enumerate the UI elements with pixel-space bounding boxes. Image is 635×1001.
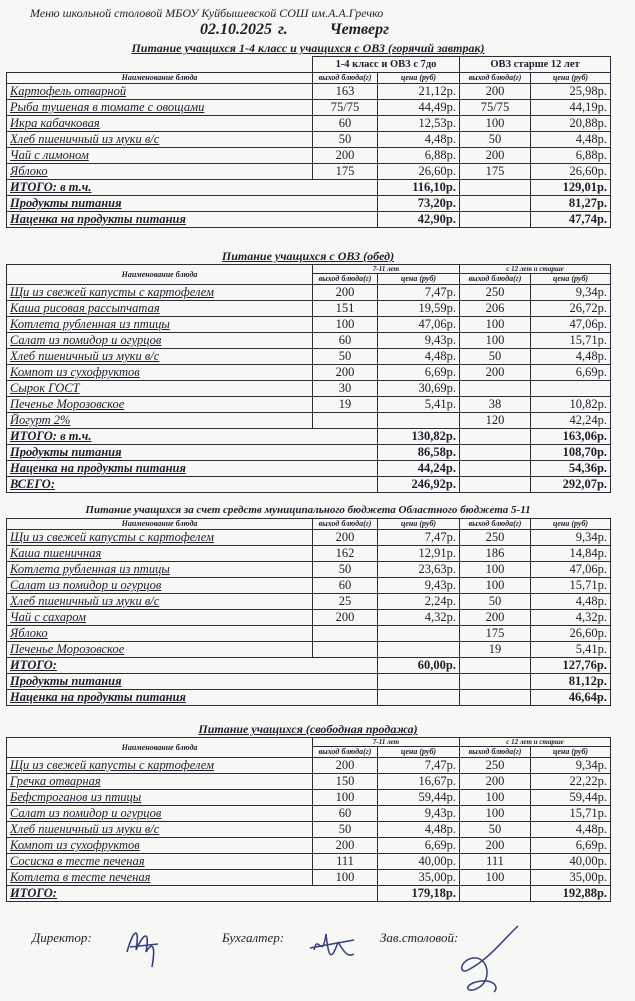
dish-name: Хлеб пшеничный из муки в/с <box>7 594 313 610</box>
dish-yield: 175 <box>460 164 531 180</box>
col-yield-header: выход блюда(г) <box>460 274 531 285</box>
total-row <box>7 445 611 461</box>
dish-row <box>7 132 611 148</box>
dish-yield: 100 <box>460 116 531 132</box>
total-value: 130,82р. <box>378 429 460 445</box>
group-a-label: 7-11 лет <box>313 265 460 274</box>
col-yield-header: выход блюда(г) <box>313 274 378 285</box>
section-budget <box>6 503 610 706</box>
dish-price: 4,32р. <box>531 610 611 626</box>
dish-price: 7,47р. <box>378 285 460 301</box>
dish-price <box>378 413 460 429</box>
empty-cell <box>460 690 531 706</box>
dish-yield: 50 <box>460 822 531 838</box>
group-b-label: ОВЗ старше 12 лет <box>460 57 611 73</box>
dish-yield: 200 <box>313 838 378 854</box>
dish-price: 4,48р. <box>378 132 460 148</box>
dish-yield: 60 <box>313 578 378 594</box>
dish-yield: 50 <box>313 822 378 838</box>
dish-yield: 111 <box>313 854 378 870</box>
dish-name: Яблоко <box>7 626 313 642</box>
dish-yield: 186 <box>460 546 531 562</box>
total-row <box>7 429 611 445</box>
dish-price: 12,91р. <box>378 546 460 562</box>
dish-row <box>7 642 611 658</box>
total-label: Продукты питания <box>7 445 378 461</box>
total-label: Наценка на продукты питания <box>7 461 378 477</box>
dish-price: 42,24р. <box>531 413 611 429</box>
dish-price: 44,49р. <box>378 100 460 116</box>
dish-yield: 19 <box>313 397 378 413</box>
dish-name: Щи из свежей капусты с картофелем <box>7 758 313 774</box>
dish-name: Хлеб пшеничный из муки в/с <box>7 822 313 838</box>
dish-yield: 75/75 <box>460 100 531 116</box>
menu-table <box>6 737 611 902</box>
dish-name: Яблоко <box>7 164 313 180</box>
section-free-sale <box>6 722 610 902</box>
dish-row <box>7 758 611 774</box>
group-a-label: 7-11 лет <box>313 738 460 747</box>
group-a-label: 1-4 класс и ОВЗ с 7до <box>313 57 460 73</box>
dish-yield: 200 <box>460 365 531 381</box>
dish-yield: 200 <box>313 530 378 546</box>
dish-yield: 60 <box>313 333 378 349</box>
dish-price: 5,41р. <box>531 642 611 658</box>
dish-row <box>7 854 611 870</box>
dish-price: 4,48р. <box>531 132 611 148</box>
total-label: ИТОГО: в т.ч. <box>7 180 378 196</box>
dish-row <box>7 774 611 790</box>
menu-date: 02.10.2025 г. <box>200 21 288 38</box>
dish-name: Каша пшеничная <box>7 546 313 562</box>
dish-yield: 100 <box>460 790 531 806</box>
dish-name: Хлеб пшеничный из муки в/с <box>7 349 313 365</box>
dish-yield: 50 <box>460 349 531 365</box>
dish-price: 35,00р. <box>378 870 460 886</box>
dish-price: 6,69р. <box>378 838 460 854</box>
section-title: Питание учащихся (свободная продажа) <box>198 722 418 736</box>
dish-price: 47,06р. <box>378 317 460 333</box>
section-title: Питание учащихся с ОВЗ (обед) <box>221 249 395 263</box>
total-value: 44,24р. <box>378 461 460 477</box>
dish-yield: 200 <box>313 285 378 301</box>
dish-row <box>7 100 611 116</box>
col-name-header: Наименование блюда <box>7 73 313 84</box>
accountant-signature-icon <box>308 922 358 972</box>
col-price-header: цена (руб) <box>531 747 611 758</box>
dish-row <box>7 822 611 838</box>
dish-row <box>7 870 611 886</box>
dish-price: 14,84р. <box>531 546 611 562</box>
dish-name: Котлета в тесте печеная <box>7 870 313 886</box>
dish-price: 59,44р. <box>378 790 460 806</box>
dish-yield: 175 <box>313 164 378 180</box>
dish-yield: 30 <box>313 381 378 397</box>
dish-yield: 151 <box>313 301 378 317</box>
menu-weekday: Четверг <box>329 21 389 38</box>
dish-row <box>7 790 611 806</box>
dish-price: 10,82р. <box>531 397 611 413</box>
dish-price: 26,60р. <box>531 164 611 180</box>
dish-yield: 200 <box>313 610 378 626</box>
total-label: Наценка на продукты питания <box>7 212 378 228</box>
group-b-label: с 12 лет и старше <box>460 265 611 274</box>
empty-cell <box>460 477 531 493</box>
dish-row <box>7 349 611 365</box>
total-value: 192,88р. <box>531 886 611 902</box>
dish-yield: 150 <box>313 774 378 790</box>
column-header-row <box>7 73 611 84</box>
dish-price <box>378 626 460 642</box>
total-value: 54,36р. <box>531 461 611 477</box>
dish-row <box>7 594 611 610</box>
col-yield-header: выход блюда(г) <box>460 519 531 530</box>
dish-name: Картофель отварной <box>7 84 313 100</box>
dish-price: 15,71р. <box>531 806 611 822</box>
dish-price: 6,88р. <box>531 148 611 164</box>
empty-cell <box>460 445 531 461</box>
dish-yield: 100 <box>313 870 378 886</box>
dish-name: Бефстроганов из птицы <box>7 790 313 806</box>
dish-yield: 38 <box>460 397 531 413</box>
total-value: 42,90р. <box>378 212 460 228</box>
dish-price: 16,67р. <box>378 774 460 790</box>
dish-yield: 250 <box>460 530 531 546</box>
dish-price: 4,48р. <box>531 822 611 838</box>
dish-price: 6,88р. <box>378 148 460 164</box>
col-yield-header: выход блюда(г) <box>313 747 378 758</box>
dish-name: Икра кабачковая <box>7 116 313 132</box>
dish-price: 7,47р. <box>378 758 460 774</box>
col-price-header: цена (руб) <box>531 73 611 84</box>
total-value: 81,27р. <box>531 196 611 212</box>
dish-row <box>7 578 611 594</box>
menu-table <box>6 518 611 706</box>
canteen-head-signature-icon <box>448 920 528 998</box>
total-row <box>7 180 611 196</box>
dish-row <box>7 610 611 626</box>
dish-price: 9,34р. <box>531 758 611 774</box>
dish-yield: 100 <box>313 790 378 806</box>
total-label: ИТОГО: в т.ч. <box>7 429 378 445</box>
dish-price: 20,88р. <box>531 116 611 132</box>
dish-price: 35,00р. <box>531 870 611 886</box>
dish-yield: 60 <box>313 116 378 132</box>
dish-yield: 206 <box>460 301 531 317</box>
empty-cell <box>460 461 531 477</box>
dish-name: Гречка отварная <box>7 774 313 790</box>
col-price-header: цена (руб) <box>378 73 460 84</box>
dish-yield: 19 <box>460 642 531 658</box>
dish-name: Йогурт 2% <box>7 413 313 429</box>
dish-yield: 50 <box>313 349 378 365</box>
total-value: 46,64р. <box>531 690 611 706</box>
dish-yield: 100 <box>460 578 531 594</box>
dish-name: Щи из свежей капусты с картофелем <box>7 285 313 301</box>
dish-name: Салат из помидор и огурцов <box>7 578 313 594</box>
dish-price: 9,34р. <box>531 530 611 546</box>
section-breakfast <box>6 41 610 228</box>
menu-table <box>6 264 611 493</box>
director-signature-icon <box>122 922 162 972</box>
dish-yield: 100 <box>460 333 531 349</box>
dish-row <box>7 838 611 854</box>
dish-price: 2,24р. <box>378 594 460 610</box>
section-title: Питание учащихся 1-4 класс и учащихся с ОВЗ (горячий завтрак) <box>131 41 485 55</box>
dish-row <box>7 381 611 397</box>
empty-cell <box>460 196 531 212</box>
total-value: 292,07р. <box>531 477 611 493</box>
col-yield-header: выход блюда(г) <box>460 73 531 84</box>
dish-yield: 200 <box>460 148 531 164</box>
dish-yield: 50 <box>313 562 378 578</box>
dish-yield: 200 <box>460 610 531 626</box>
dish-row <box>7 317 611 333</box>
canteen-head-label: Зав.столовой: <box>380 930 459 945</box>
total-value: 81,12р. <box>531 674 611 690</box>
dish-price: 23,63р. <box>378 562 460 578</box>
dish-name: Щи из свежей капусты с картофелем <box>7 530 313 546</box>
dish-yield <box>313 413 378 429</box>
total-label: Наценка на продукты питания <box>7 690 378 706</box>
empty-cell <box>460 886 531 902</box>
director-label: Директор: <box>32 930 92 945</box>
empty-cell <box>460 658 531 674</box>
total-label: Продукты питания <box>7 674 378 690</box>
dish-row <box>7 84 611 100</box>
total-value: 179,18р. <box>378 886 460 902</box>
dish-name: Чай с лимоном <box>7 148 313 164</box>
col-price-header: цена (руб) <box>378 274 460 285</box>
dish-price: 12,53р. <box>378 116 460 132</box>
dish-yield: 163 <box>313 84 378 100</box>
dish-row <box>7 546 611 562</box>
dish-row <box>7 365 611 381</box>
total-row <box>7 461 611 477</box>
col-yield-header: выход блюда(г) <box>313 73 378 84</box>
total-row <box>7 196 611 212</box>
dish-price: 4,48р. <box>378 822 460 838</box>
dish-yield: 25 <box>313 594 378 610</box>
empty-cell <box>460 429 531 445</box>
dish-yield: 200 <box>460 84 531 100</box>
col-yield-header: выход блюда(г) <box>313 519 378 530</box>
dish-price: 15,71р. <box>531 333 611 349</box>
dish-price: 9,43р. <box>378 333 460 349</box>
dish-yield: 200 <box>460 774 531 790</box>
group-header-row <box>7 57 611 73</box>
dish-row <box>7 148 611 164</box>
dish-yield: 175 <box>460 626 531 642</box>
dish-price: 26,60р. <box>531 626 611 642</box>
dish-yield: 100 <box>460 562 531 578</box>
dish-yield: 120 <box>460 413 531 429</box>
dish-yield: 50 <box>313 132 378 148</box>
dish-name: Компот из сухофруктов <box>7 365 313 381</box>
dish-price: 4,48р. <box>531 349 611 365</box>
col-name-header: Наименование блюда <box>7 265 313 285</box>
dish-row <box>7 530 611 546</box>
dish-price: 19,59р. <box>378 301 460 317</box>
col-price-header: цена (руб) <box>531 519 611 530</box>
total-row <box>7 658 611 674</box>
col-price-header: цена (руб) <box>378 519 460 530</box>
total-value: 246,92р. <box>378 477 460 493</box>
col-name-header: Наименование блюда <box>7 519 313 530</box>
dish-price: 6,69р. <box>531 838 611 854</box>
dish-yield: 200 <box>460 838 531 854</box>
dish-price: 9,34р. <box>531 285 611 301</box>
total-value: 127,76р. <box>531 658 611 674</box>
total-row <box>7 886 611 902</box>
dish-yield: 100 <box>460 870 531 886</box>
total-value: 129,01р. <box>531 180 611 196</box>
total-value: 163,06р. <box>531 429 611 445</box>
col-price-header: цена (руб) <box>531 274 611 285</box>
total-label: ИТОГО: <box>7 886 378 902</box>
total-value: 108,70р. <box>531 445 611 461</box>
empty-cell <box>460 212 531 228</box>
dish-yield: 200 <box>313 365 378 381</box>
dish-yield: 200 <box>313 148 378 164</box>
total-value: 116,10р. <box>378 180 460 196</box>
dish-price: 26,60р. <box>378 164 460 180</box>
dish-price <box>378 642 460 658</box>
accountant-label: Бухгалтер: <box>222 930 285 945</box>
dish-yield: 75/75 <box>313 100 378 116</box>
dish-price: 4,32р. <box>378 610 460 626</box>
col-name-header: Наименование блюда <box>7 738 313 758</box>
total-row <box>7 690 611 706</box>
menu-date-line <box>200 21 389 39</box>
dish-price: 22,22р. <box>531 774 611 790</box>
section-lunch-ovz <box>6 249 610 493</box>
dish-row <box>7 301 611 317</box>
dish-price: 47,06р. <box>531 317 611 333</box>
dish-yield <box>313 626 378 642</box>
dish-row <box>7 116 611 132</box>
dish-row <box>7 333 611 349</box>
dish-row <box>7 285 611 301</box>
dish-price: 47,06р. <box>531 562 611 578</box>
dish-price: 21,12р. <box>378 84 460 100</box>
total-value: 73,20р. <box>378 196 460 212</box>
dish-yield: 200 <box>313 758 378 774</box>
dish-name: Каша рисовая рассыпчатая <box>7 301 313 317</box>
total-value: 47,74р. <box>531 212 611 228</box>
dish-name: Печенье Морозовское <box>7 397 313 413</box>
dish-row <box>7 413 611 429</box>
dish-price: 6,69р. <box>531 365 611 381</box>
dish-price: 5,41р. <box>378 397 460 413</box>
total-label: ИТОГО: <box>7 658 378 674</box>
dish-price: 44,19р. <box>531 100 611 116</box>
dish-yield: 111 <box>460 854 531 870</box>
dish-name: Хлеб пшеничный из муки в/с <box>7 132 313 148</box>
total-row <box>7 674 611 690</box>
menu-table <box>6 56 611 228</box>
dish-price: 6,69р. <box>378 365 460 381</box>
total-value: 60,00р. <box>378 658 460 674</box>
dish-price: 25,98р. <box>531 84 611 100</box>
empty-cell <box>460 180 531 196</box>
dish-price: 15,71р. <box>531 578 611 594</box>
dish-yield: 250 <box>460 758 531 774</box>
column-header-row <box>7 519 611 530</box>
col-price-header: цена (руб) <box>378 747 460 758</box>
dish-price: 30,69р. <box>378 381 460 397</box>
section-title: Питание учащихся за счет средств муниципального бюджета Областного бюджета 5-11 <box>85 504 531 516</box>
total-value <box>378 690 460 706</box>
total-value <box>378 674 460 690</box>
dish-yield: 60 <box>313 806 378 822</box>
dish-price <box>531 381 611 397</box>
dish-row <box>7 626 611 642</box>
dish-price: 59,44р. <box>531 790 611 806</box>
dish-name: Печенье Морозовское <box>7 642 313 658</box>
dish-name: Салат из помидор и огурцов <box>7 333 313 349</box>
dish-price: 7,47р. <box>378 530 460 546</box>
dish-name: Котлета рубленная из птицы <box>7 317 313 333</box>
total-label: ВСЕГО: <box>7 477 378 493</box>
dish-price: 9,43р. <box>378 578 460 594</box>
total-row <box>7 212 611 228</box>
dish-yield: 250 <box>460 285 531 301</box>
total-row <box>7 477 611 493</box>
dish-name: Котлета рубленная из птицы <box>7 562 313 578</box>
total-label: Продукты питания <box>7 196 378 212</box>
dish-yield <box>313 642 378 658</box>
dish-row <box>7 397 611 413</box>
menu-title: Меню школьной столовой МБОУ Куйбышевской СОШ им.А.А.Гречко <box>30 6 384 20</box>
dish-name: Сырок ГОСТ <box>7 381 313 397</box>
dish-price: 4,48р. <box>378 349 460 365</box>
dish-yield: 100 <box>313 317 378 333</box>
column-header-row <box>7 265 611 274</box>
group-b-label: с 12 лет и старше <box>460 738 611 747</box>
dish-name: Сосиска в тесте печеная <box>7 854 313 870</box>
col-yield-header: выход блюда(г) <box>460 747 531 758</box>
dish-price: 40,00р. <box>531 854 611 870</box>
dish-name: Чай с сахаром <box>7 610 313 626</box>
dish-name: Рыба тушеная в томате с овощами <box>7 100 313 116</box>
dish-price: 9,43р. <box>378 806 460 822</box>
dish-yield: 50 <box>460 132 531 148</box>
dish-price: 26,72р. <box>531 301 611 317</box>
dish-row <box>7 562 611 578</box>
dish-yield <box>460 381 531 397</box>
dish-row <box>7 806 611 822</box>
dish-yield: 100 <box>460 317 531 333</box>
column-header-row <box>7 738 611 747</box>
dish-price: 4,48р. <box>531 594 611 610</box>
dish-row <box>7 164 611 180</box>
dish-name: Компот из сухофруктов <box>7 838 313 854</box>
dish-price: 40,00р. <box>378 854 460 870</box>
dish-name: Салат из помидор и огурцов <box>7 806 313 822</box>
dish-yield: 162 <box>313 546 378 562</box>
dish-yield: 50 <box>460 594 531 610</box>
empty-cell <box>460 674 531 690</box>
dish-yield: 100 <box>460 806 531 822</box>
total-value: 86,58р. <box>378 445 460 461</box>
